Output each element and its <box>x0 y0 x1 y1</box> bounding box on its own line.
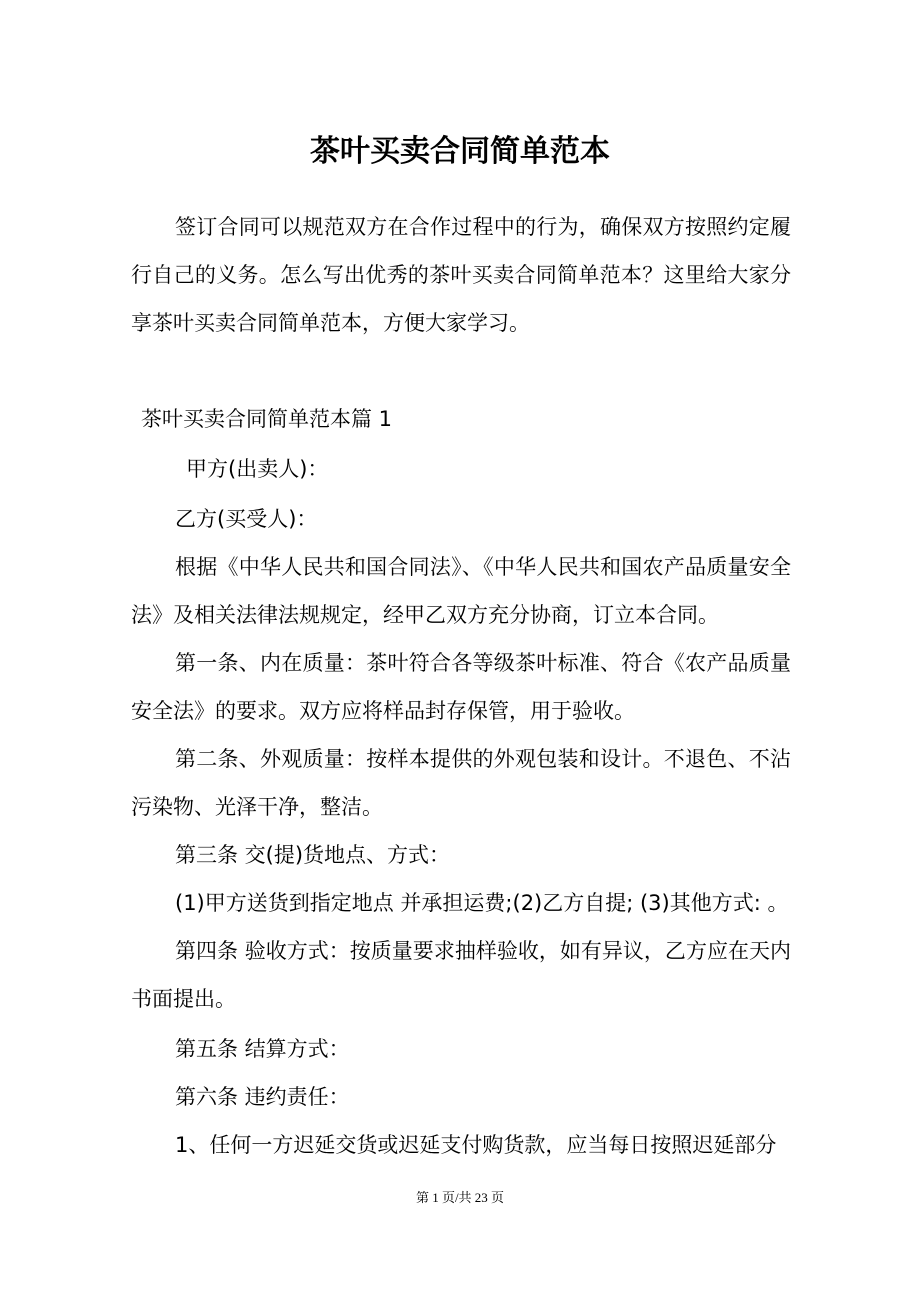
article-2: 第二条、外观质量：按样本提供的外观包装和设计。不退色、不沾污染物、光泽干净，整洁。 <box>131 747 791 819</box>
article-1: 第一条、内在质量：茶叶符合各等级茶叶标准、符合《农产品质量安全法》的要求。双方应将样品封存保管，用于验收。 <box>131 651 791 723</box>
basis-paragraph: 根据《中华人民共和国合同法》、《中华人民共和国农产品质量安全法》及相关法律法规规定，经甲乙双方充分协商，订立本合同。 <box>131 555 791 627</box>
page-footer: 第 1 页/共 23 页 <box>415 1190 505 1205</box>
document-title: 茶叶买卖合同简单范本 <box>310 134 610 169</box>
article-6: 第六条 违约责任： <box>175 1085 350 1109</box>
article-3: 第三条 交(提)货地点、方式： <box>175 843 451 867</box>
article-4: 第四条 验收方式：按质量要求抽样验收，如有异议，乙方应在天内书面提出。 <box>131 939 791 1011</box>
intro-paragraph: 签订合同可以规范双方在合作过程中的行为，确保双方按照约定履行自己的义务。怎么写出优秀的茶叶买卖合同简单范本？这里给大家分享茶叶买卖合同简单范本，方便大家学习。 <box>131 215 791 335</box>
party-b-line: 乙方(买受人)： <box>175 507 318 531</box>
article-6-item-1: 1、任何一方迟延交货或迟延支付购货款，应当每日按照迟延部分 <box>175 1133 777 1157</box>
section-subtitle: 茶叶买卖合同简单范本篇 1 <box>141 407 393 431</box>
article-3-options: (1)甲方送货到指定地点 并承担运费;(2)乙方自提; (3)其他方式: 。 <box>175 891 789 915</box>
article-5: 第五条 结算方式： <box>175 1037 350 1061</box>
party-a-line: 甲方(出卖人)： <box>186 457 329 481</box>
